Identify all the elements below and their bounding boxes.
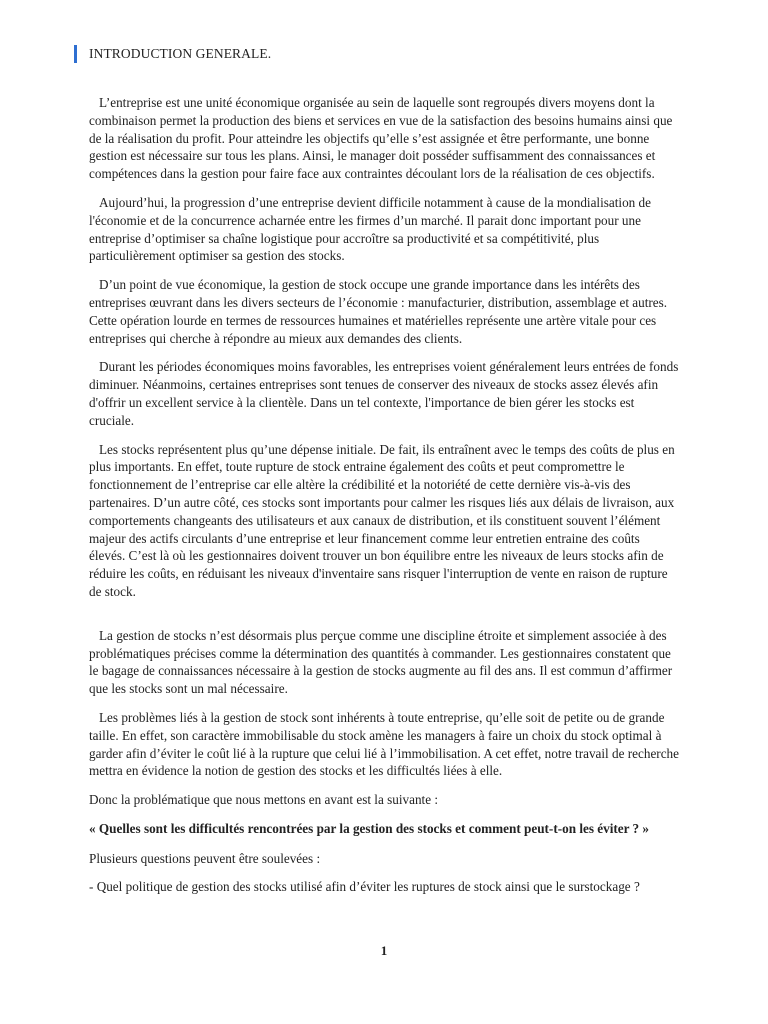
paragraph-3: D’un point de vue économique, la gestion de stock occupe une grande importance dans les intérêts des entreprises œuvrant dans les divers secteurs de l’économie : manufacturier, distribution, assemblage et autres. Cette opération lourde en termes de ressources humaines et matérielles représente une artère vitale pour ces entreprises qui cherche à répondre au mieux aux demandes des clients. [89,277,668,346]
problematic-intro: Donc la problématique que nous mettons en avant est la suivante : [89,792,439,808]
question-item: - Quel politique de gestion des stocks utilisé afin d’éviter les ruptures de stock ainsi que le surstockage ? [89,879,640,895]
heading-block [74,44,271,64]
questions-intro: Plusieurs questions peuvent être soulevées : [89,850,321,866]
problematic-question: « Quelles sont les difficultés rencontrées par la gestion des stocks et comment peut-t-on les éviter ? » [89,820,650,836]
paragraph-1: L’entreprise est une unité économique organisée au sein de laquelle sont regroupés divers moyens dont la combinaison permet la production des biens et services en vue de la satisfaction des besoins humains ainsi que de la réalisation du profit. Pour atteindre les objectifs qu’elle s’est assignée et être performante, une bonne gestion est nécessaire sur tous les plans. Ainsi, le manager doit posséder suffisamment des connaissances et compétences dans la gestion pour faire face aux contraintes découlant lors de la réalisation de ces objectifs. [89,95,673,182]
document-body [89,94,679,907]
page-title: INTRODUCTION GENERALE. [89,46,272,61]
paragraph-4: Durant les périodes économiques moins favorables, les entreprises voient généralement leurs entrées de fonds diminuer. Néanmoins, certaines entreprises sont tenues de conserver des niveaux de stocks assez élevés afin d'offrir un excellent service à la clientèle. Dans un tel contexte, l'importance de bien gérer les stocks est cruciale. [89,359,679,428]
heading-marker [74,45,77,63]
paragraph-5: Les stocks représentent plus qu’une dépense initiale. De fait, ils entraînent avec le temps des coûts de plus en plus importants. En effet, toute rupture de stock entraine également des coûts et peut compromettre le fonctionnement de l’entreprise car elle altère la crédibilité et la notoriété de cette dernière vis-à-vis des partenaires. D’un autre côté, ces stocks sont importants pour calmer les risques liés aux délais de livraison, aux comportements changeants des utilisateurs et aux canaux de distribution, et ils constituent souvent l’élément majeur des actifs circulants d’une entreprise et leur financement comme leur entretien entraine des coûts élevés. C’est là où les gestionnaires doivent trouver un bon équilibre entre les niveaux de leurs stocks afin de réduire les coûts, en réduisant les niveaux d'inventaire sans risquer l'interruption de vente en raison de rupture de stock. [89,441,675,599]
paragraph-7: Les problèmes liés à la gestion de stock sont inhérents à toute entreprise, qu’elle soit de petite ou de grande taille. En effet, son caractère immobilisable du stock amène les managers à faire un choix du stock optimal à garder afin d’éviter le coût lié à la rupture que celui lié à l’immobilisation. A cet effet, notre travail de recherche mettra en évidence la notion de gestion des stocks et les difficultés liées à elle. [89,709,680,779]
paragraph-6: La gestion de stocks n’est désormais plus perçue comme une discipline étroite et simplement associée à des problématiques précises comme la détermination des quantités à commander. Les gestionnaires constatent que le bagage de connaissances nécessaire à la gestion de stocks augmente au fil des ans. Il est commun d’affirmer que les stocks sont un mal nécessaire. [89,627,673,697]
paragraph-2: Aujourd’hui, la progression d’une entreprise devient difficile notamment à cause de la mondialisation de l'économie et de la concurrence acharnée entre les firmes d’un marché. Il parait donc important pour une entreprise d’optimiser sa chaîne logistique pour accroître sa productivité et sa compétitivité, plus particulièrement optimiser sa gestion des stocks. [89,194,652,264]
page-number: 1 [380,943,388,958]
